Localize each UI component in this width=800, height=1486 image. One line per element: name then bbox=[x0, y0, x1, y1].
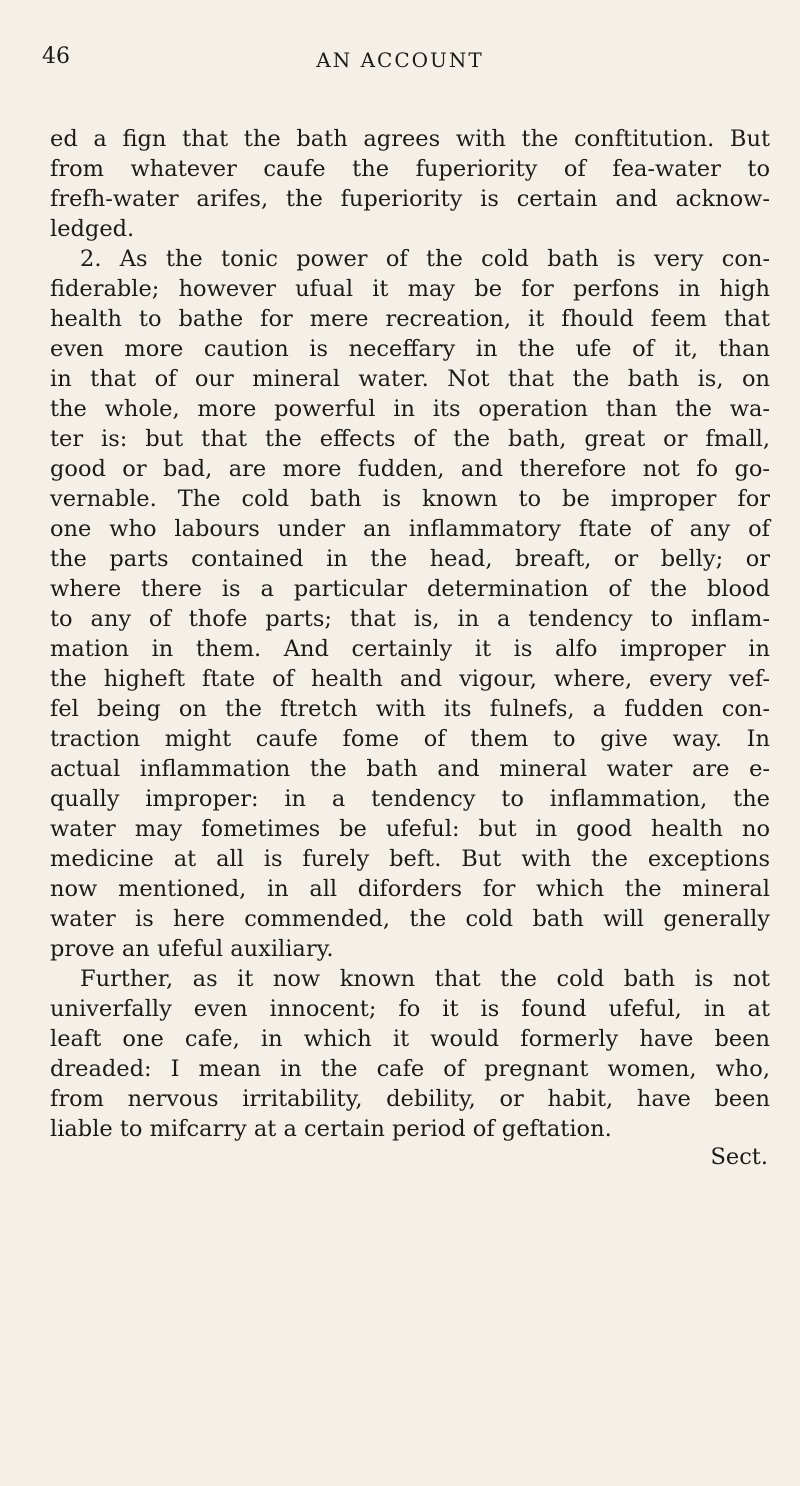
text-line: health to bathe for mere recreation, it fhould feem that bbox=[50, 306, 770, 332]
text-line: actual inflammation the bath and mineral water are e- bbox=[50, 756, 770, 782]
text-line: 2. As the tonic power of the cold bath is very con- bbox=[80, 246, 770, 272]
running-head: AN ACCOUNT bbox=[316, 48, 484, 72]
text-line: ter is: but that the effects of the bath, great or fmall, bbox=[50, 426, 770, 452]
text-line: the higheft ftate of health and vigour, where, every vef- bbox=[50, 666, 770, 692]
text-line: traction might caufe fome of them to give way. In bbox=[50, 726, 770, 752]
text-line: vernable. The cold bath is known to be improper for bbox=[50, 486, 770, 512]
text-line: prove an ufeful auxiliary. bbox=[50, 936, 334, 962]
text-line: even more caution is neceffary in the ufe of it, than bbox=[50, 336, 770, 362]
text-line: from nervous irritability, debility, or habit, have been bbox=[50, 1086, 770, 1112]
page-number: 46 bbox=[42, 44, 70, 69]
text-line: leaft one cafe, in which it would formerly have been bbox=[50, 1026, 770, 1052]
text-line: where there is a particular determination of the blood bbox=[50, 576, 770, 602]
text-line: now mentioned, in all diforders for which the mineral bbox=[50, 876, 770, 902]
text-line: ed a fign that the bath agrees with the conftitution. But bbox=[50, 126, 770, 152]
text-line: good or bad, are more fudden, and therefore not fo go- bbox=[50, 456, 770, 482]
text-line: ledged. bbox=[50, 216, 135, 242]
text-line: Further, as it now known that the cold bath is not bbox=[80, 966, 770, 992]
text-line: mation in them. And certainly it is alfo improper in bbox=[50, 636, 770, 662]
text-line: univerfally even innocent; fo it is found ufeful, in at bbox=[50, 996, 770, 1022]
text-line: the parts contained in the head, breaft, or belly; or bbox=[50, 546, 770, 572]
text-line: medicine at all is furely beft. But with the exceptions bbox=[50, 846, 770, 872]
text-line: in that of our mineral water. Not that the bath is, on bbox=[50, 366, 770, 392]
text-line: water is here commended, the cold bath will generally bbox=[50, 906, 770, 932]
text-line: frefh-water arifes, the fuperiority is certain and acknow- bbox=[50, 186, 770, 212]
text-line: to any of thofe parts; that is, in a tendency to inflam- bbox=[50, 606, 770, 632]
text-line: from whatever caufe the fuperiority of fea-water to bbox=[50, 156, 770, 182]
text-line: fiderable; however ufual it may be for perfons in high bbox=[50, 276, 770, 302]
catchword: Sect. bbox=[710, 1144, 768, 1170]
text-line: fel being on the ftretch with its fulnefs, a fudden con- bbox=[50, 696, 770, 722]
text-line: dreaded: I mean in the cafe of pregnant women, who, bbox=[50, 1056, 770, 1082]
text-line: one who labours under an inflammatory ftate of any of bbox=[50, 516, 770, 542]
text-line: the whole, more powerful in its operation than the wa- bbox=[50, 396, 770, 422]
text-line: water may fometimes be ufeful: but in good health no bbox=[50, 816, 770, 842]
text-line: liable to mifcarry at a certain period of geftation. bbox=[50, 1116, 612, 1142]
text-line: qually improper: in a tendency to inflammation, the bbox=[50, 786, 770, 812]
